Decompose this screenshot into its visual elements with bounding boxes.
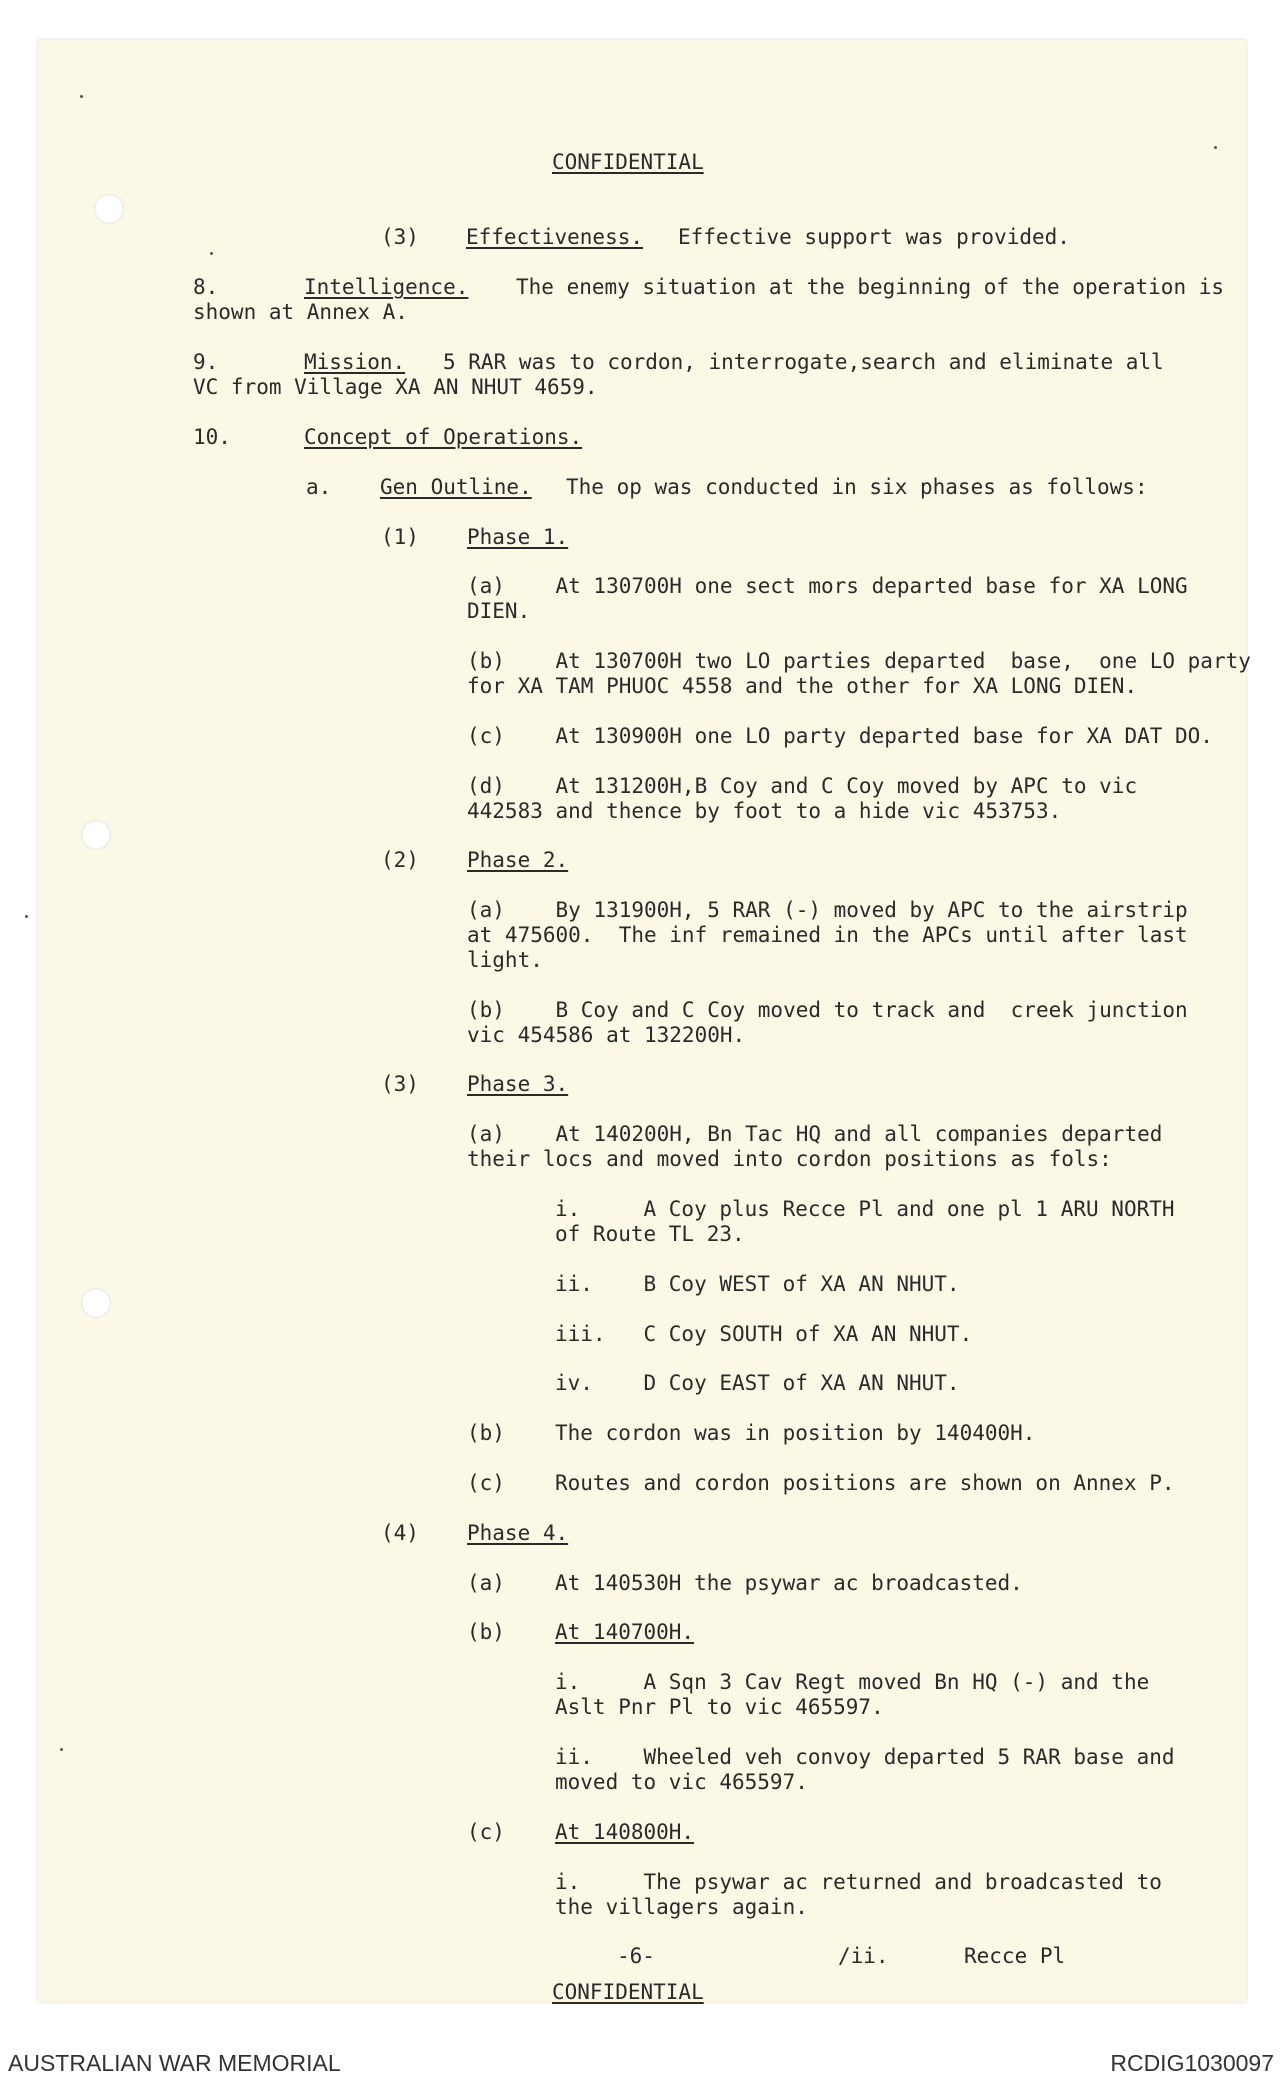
phase-subitem: i. The psywar ac returned and broadcasted to xyxy=(555,1870,1162,1894)
phase-item: for XA TAM PHUOC 4558 and the other for XA LONG DIEN. xyxy=(467,674,1138,698)
phase-item-number: (c) xyxy=(467,1471,505,1495)
phase-item: their locs and moved into cordon positions as fols: xyxy=(467,1147,1112,1171)
sub-number: a. xyxy=(306,475,332,499)
phase-title: Phase 2. xyxy=(467,848,569,872)
phase-number: (4) xyxy=(381,1521,419,1545)
phase-title: Phase 4. xyxy=(467,1521,569,1545)
item-number: (3) xyxy=(381,225,419,249)
punch-hole xyxy=(94,194,124,224)
para-number: 8. xyxy=(193,275,219,299)
phase-item-title: At 140800H. xyxy=(555,1820,695,1844)
phase-subitem: ii. Wheeled veh convoy departed 5 RAR base and xyxy=(555,1745,1175,1769)
archive-label: AUSTRALIAN WAR MEMORIAL xyxy=(8,2050,341,2076)
para-text: VC from Village XA AN NHUT 4659. xyxy=(193,375,598,399)
para-text: 5 RAR was to cordon, interrogate,search and eliminate all xyxy=(443,350,1164,374)
phase-number: (1) xyxy=(381,525,419,549)
phase-item: Routes and cordon positions are shown on Annex P. xyxy=(555,1471,1175,1495)
para-text: The enemy situation at the beginning of the operation is xyxy=(516,275,1225,299)
speck xyxy=(60,1748,63,1751)
speck xyxy=(25,915,28,918)
para-number: 10. xyxy=(193,425,231,449)
phase-subitem: iii. C Coy SOUTH of XA AN NHUT. xyxy=(555,1322,973,1346)
phase-number: (2) xyxy=(381,848,419,872)
speck xyxy=(1214,146,1217,149)
phase-item: at 475600. The inf remained in the APCs until after last xyxy=(467,923,1188,947)
punch-hole xyxy=(81,1288,111,1318)
para-text: shown at Annex A. xyxy=(193,300,408,324)
para-title: Concept of Operations. xyxy=(304,425,583,449)
phase-item: The cordon was in position by 140400H. xyxy=(555,1421,1036,1445)
phase-subitem: ii. B Coy WEST of XA AN NHUT. xyxy=(555,1272,960,1296)
phase-item: light. xyxy=(467,948,543,972)
phase-title: Phase 1. xyxy=(467,525,569,549)
item-text: Effective support was provided. xyxy=(678,225,1070,249)
phase-subitem: iv. D Coy EAST of XA AN NHUT. xyxy=(555,1371,960,1395)
sub-title: Gen Outline. xyxy=(380,475,532,499)
phase-subitem: moved to vic 465597. xyxy=(555,1770,808,1794)
para-title: Mission. xyxy=(304,350,406,374)
page-number: -6- xyxy=(617,1944,655,1968)
phase-item: (c) At 130900H one LO party departed base for XA DAT DO. xyxy=(467,724,1213,748)
phase-item: (d) At 131200H,B Coy and C Coy moved by APC to vic xyxy=(467,774,1138,798)
phase-item: 442583 and thence by foot to a hide vic 453753. xyxy=(467,799,1062,823)
footer-classification: CONFIDENTIAL xyxy=(552,1980,704,2004)
para-title: Intelligence. xyxy=(304,275,469,299)
speck xyxy=(80,95,83,98)
phase-item: (a) By 131900H, 5 RAR (-) moved by APC to the airstrip xyxy=(467,898,1188,922)
phase-subitem: i. A Coy plus Recce Pl and one pl 1 ARU NORTH xyxy=(555,1197,1175,1221)
phase-item-number: (c) xyxy=(467,1820,505,1844)
phase-item: (b) B Coy and C Coy moved to track and creek junction xyxy=(467,998,1188,1022)
punch-hole xyxy=(81,820,111,850)
phase-item-number: (b) xyxy=(467,1421,505,1445)
archive-id: RCDIG1030097 xyxy=(1110,2050,1274,2076)
phase-number: (3) xyxy=(381,1072,419,1096)
phase-item: (a) At 130700H one sect mors departed base for XA LONG xyxy=(467,574,1188,598)
para-number: 9. xyxy=(193,350,219,374)
phase-subitem: i. A Sqn 3 Cav Regt moved Bn HQ (-) and the xyxy=(555,1670,1150,1694)
phase-item: (a) At 140200H, Bn Tac HQ and all companies departed xyxy=(467,1122,1163,1146)
phase-item: At 140530H the psywar ac broadcasted. xyxy=(555,1571,1023,1595)
phase-item-number: (b) xyxy=(467,1620,505,1644)
sub-text: The op was conducted in six phases as follows: xyxy=(566,475,1148,499)
speck xyxy=(210,252,213,255)
phase-item: DIEN. xyxy=(467,599,531,623)
phase-item-number: (a) xyxy=(467,1571,505,1595)
phase-subitem: the villagers again. xyxy=(555,1895,808,1919)
phase-item: (b) At 130700H two LO parties departed base, one LO party xyxy=(467,649,1251,673)
phase-item-title: At 140700H. xyxy=(555,1620,695,1644)
phase-subitem: Aslt Pnr Pl to vic 465597. xyxy=(555,1695,884,1719)
item-title: Effectiveness. xyxy=(466,225,644,249)
phase-subitem: of Route TL 23. xyxy=(555,1222,745,1246)
continuation-marker: /ii. xyxy=(838,1944,889,1968)
header-classification: CONFIDENTIAL xyxy=(552,150,704,174)
continuation-text: Recce Pl xyxy=(964,1944,1066,1968)
phase-item: vic 454586 at 132200H. xyxy=(467,1023,746,1047)
phase-title: Phase 3. xyxy=(467,1072,569,1096)
